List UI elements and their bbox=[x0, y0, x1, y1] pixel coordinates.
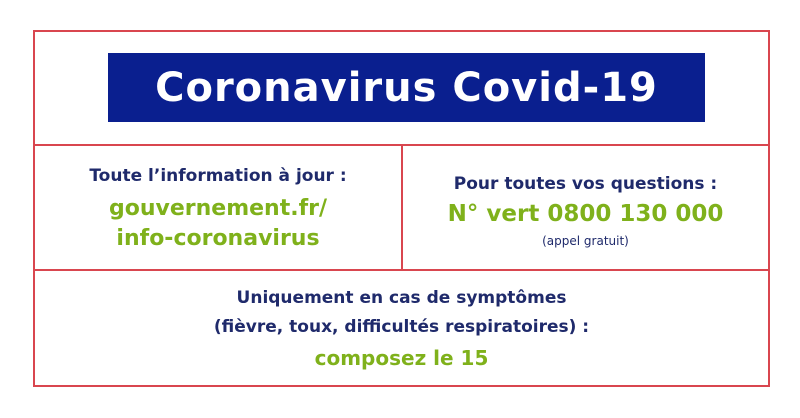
symptoms-line-1: Uniquement en cas de symptômes bbox=[236, 288, 567, 308]
info-card bbox=[33, 30, 770, 387]
hotline-number: N° vert 0800 130 000 bbox=[447, 201, 724, 227]
questions-cell bbox=[403, 146, 768, 269]
info-cell bbox=[35, 146, 403, 269]
title-banner bbox=[108, 53, 705, 122]
symptoms-section bbox=[35, 271, 768, 387]
info-heading: Toute l’information à jour : bbox=[89, 166, 347, 186]
info-link-line-1[interactable]: gouvernement.fr/ bbox=[108, 196, 328, 221]
info-link-line-2[interactable]: info-coronavirus bbox=[116, 226, 320, 251]
emergency-call-text: composez le 15 bbox=[314, 346, 489, 370]
page-title: Coronavirus Covid-19 bbox=[155, 64, 658, 111]
questions-heading: Pour toutes vos questions : bbox=[453, 174, 718, 194]
symptoms-line-2: (fièvre, toux, difficultés respiratoires) : bbox=[213, 317, 590, 337]
contact-section bbox=[35, 146, 768, 271]
title-section bbox=[35, 32, 768, 146]
hotline-note: (appel gratuit) bbox=[542, 234, 629, 248]
